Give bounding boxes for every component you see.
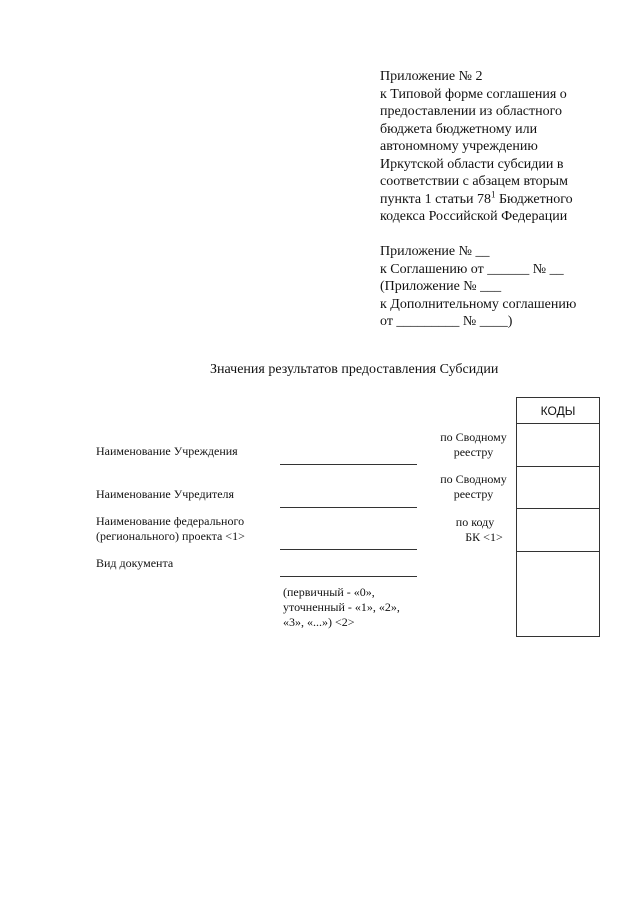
- founder-input-line[interactable]: [280, 507, 417, 508]
- agreement-reference: [380, 243, 576, 331]
- document-title: Значения результатов предоставления Субсидии: [210, 362, 499, 377]
- appendix-title: Приложение № 2: [380, 69, 483, 84]
- agreement-line: к Соглашению от ______ № __: [380, 261, 564, 277]
- doc-type-input-line[interactable]: [280, 576, 417, 577]
- code-cell-bk[interactable]: [517, 509, 599, 552]
- registry-label-1: по Сводному реестру: [440, 430, 507, 459]
- appendix-line: кодекса Российской Федерации: [380, 209, 568, 224]
- appendix-line: Иркутской области субсидии в: [380, 156, 564, 172]
- appendix-line-article: пункта 1 статьи $78^1$ Бюджетного: [380, 188, 573, 207]
- bk-code-label: по коду БК <1>: [455, 515, 503, 544]
- project-input-line[interactable]: [280, 549, 417, 550]
- founder-label: Наименование Учредителя: [96, 487, 235, 501]
- agreement-line: (Приложение № ___: [380, 279, 502, 294]
- appendix-line: предоставлении из областного: [380, 104, 563, 119]
- article-superscript: 1: [490, 188, 496, 199]
- doc-type-label: Вид документа: [96, 556, 174, 570]
- project-label: Наименование федерального (регионального) проекта <1>: [96, 514, 245, 543]
- appendix-line: автономному учреждению: [380, 139, 538, 154]
- codes-header: КОДЫ: [517, 398, 599, 424]
- appendix-line: бюджета бюджетному или: [380, 121, 538, 137]
- institution-label: Наименование Учреждения: [96, 444, 238, 458]
- institution-input-line[interactable]: [280, 464, 417, 465]
- registry-label-2: по Сводному реестру: [440, 472, 507, 501]
- agreement-line: от _________ № ____): [380, 314, 513, 329]
- doc-type-hint: (первичный - «0», уточненный - «1», «2», «3», «...») <2>: [283, 585, 400, 629]
- code-cell-registry-1[interactable]: [517, 424, 599, 467]
- appendix-line: соответствии с абзацем вторым: [380, 174, 568, 189]
- agreement-line: Приложение № __: [380, 244, 490, 259]
- code-cell-registry-2[interactable]: [517, 467, 599, 509]
- code-cell-doc-type[interactable]: [517, 552, 599, 636]
- agreement-line: к Дополнительному соглашению: [380, 296, 577, 312]
- codes-table: [516, 397, 600, 637]
- appendix-header: [380, 68, 573, 226]
- appendix-line: к Типовой форме соглашения о: [380, 86, 567, 102]
